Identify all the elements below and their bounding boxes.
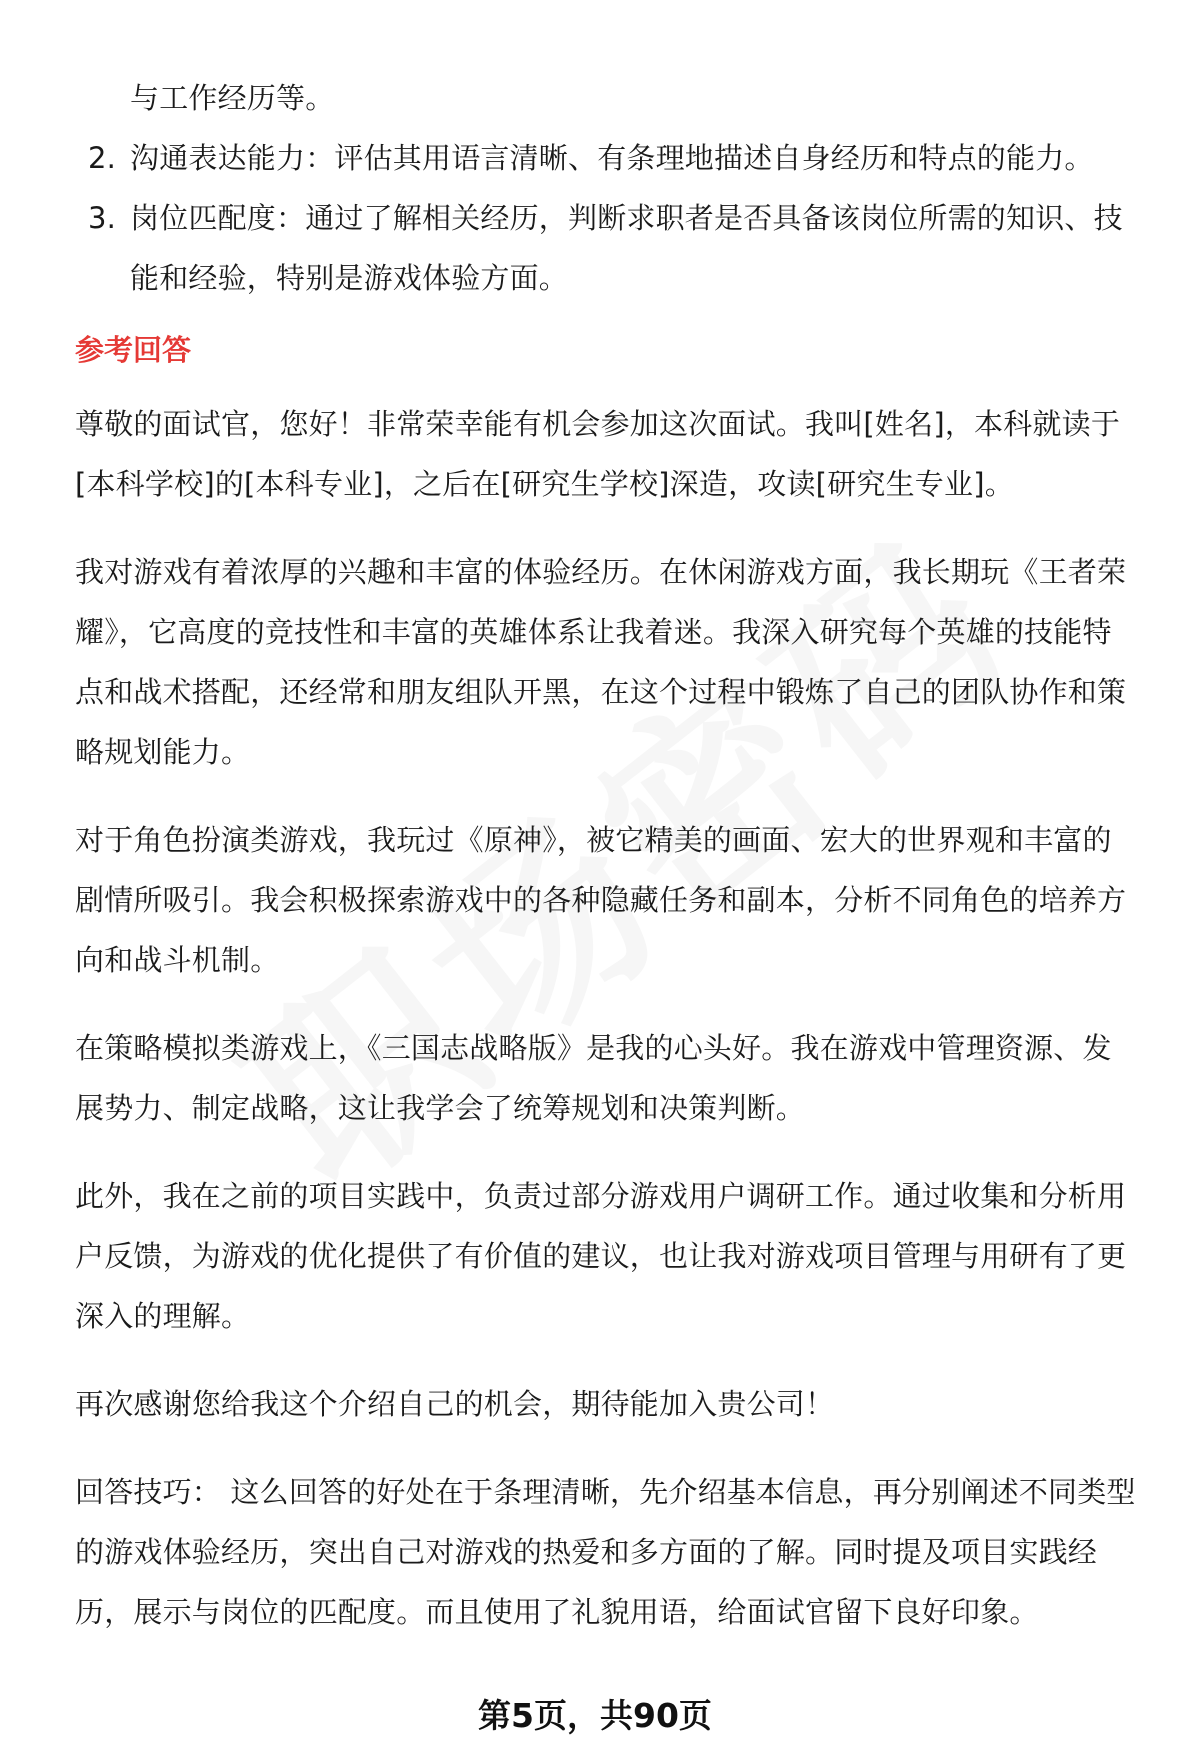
- paragraph-line: 对于角色扮演类游戏，我玩过《原神》，被它精美的画面、宏大的世界观和丰富的: [75, 823, 1112, 857]
- paragraph-line: 剧情所吸引。我会积极探索游戏中的各种隐藏任务和副本，分析不同角色的培养方: [75, 883, 1127, 917]
- list-item-number: 2.: [88, 141, 117, 175]
- paragraph: [75, 810, 1175, 990]
- paragraph-line: 再次感谢您给我这个介绍自己的机会，期待能加入贵公司！: [75, 1387, 835, 1421]
- paragraph-line: 我对游戏有着浓厚的兴趣和丰富的体验经历。在休闲游戏方面，我长期玩《王者荣: [75, 555, 1127, 589]
- paragraph-line: 此外，我在之前的项目实践中，负责过部分游戏用户调研工作。通过收集和分析用: [75, 1179, 1127, 1213]
- paragraph: [75, 542, 1175, 782]
- paragraph-line: 点和战术搭配，还经常和朋友组队开黑，在这个过程中锻炼了自己的团队协作和策: [75, 675, 1127, 709]
- paragraph-line: 尊敬的面试官，您好！非常荣幸能有机会参加这次面试。我叫[姓名]，本科就读于: [75, 407, 1121, 441]
- paragraph-line: 向和战斗机制。: [75, 943, 280, 977]
- paragraph-line: 略规划能力。: [75, 735, 251, 769]
- paragraph-line: 户反馈，为游戏的优化提供了有价值的建议，也让我对游戏项目管理与用研有了更: [75, 1239, 1127, 1273]
- paragraph-line: 回答技巧： 这么回答的好处在于条理清晰，先介绍基本信息，再分别阐述不同类型: [75, 1475, 1136, 1509]
- list-item: [75, 128, 1175, 188]
- list-item-number: 3.: [88, 201, 117, 235]
- page-footer: 第5页，共90页: [478, 1696, 712, 1735]
- list-item-text: 岗位匹配度：通过了解相关经历，判断求职者是否具备该岗位所需的知识、技: [130, 201, 1123, 235]
- numbered-list: [75, 128, 1175, 308]
- paragraph-line: [本科学校]的[本科专业]，之后在[研究生学校]深造，攻读[研究生专业]。: [75, 467, 1014, 501]
- section-title: 参考回答: [75, 333, 192, 367]
- paragraph: [75, 1166, 1175, 1346]
- paragraph-line: 在策略模拟类游戏上，《三国志战略版》是我的心头好。我在游戏中管理资源、发: [75, 1031, 1112, 1065]
- paragraph: [75, 1018, 1175, 1138]
- list-item-text: 能和经验，特别是游戏体验方面。: [130, 261, 569, 295]
- paragraph: [75, 394, 1175, 514]
- paragraph-line: 的游戏体验经历，突出自己对游戏的热爱和多方面的了解。同时提及项目实践经: [75, 1535, 1098, 1569]
- list-item-text: 沟通表达能力：评估其用语言清晰、有条理地描述自身经历和特点的能力。: [130, 141, 1094, 175]
- list-item: [75, 188, 1175, 308]
- paragraph-line: 历，展示与岗位的匹配度。而且使用了礼貌用语，给面试官留下良好印象。: [75, 1595, 1039, 1629]
- page-content: [75, 68, 1175, 1670]
- paragraph-answer-tips: [75, 1462, 1175, 1642]
- list-item-continuation: 与工作经历等。: [130, 81, 335, 115]
- paragraph: [75, 1374, 1175, 1434]
- paragraph-line: 展势力、制定战略，这让我学会了统筹规划和决策判断。: [75, 1091, 806, 1125]
- paragraph-line: 深入的理解。: [75, 1299, 251, 1333]
- paragraph-line: 耀》，它高度的竞技性和丰富的英雄体系让我着迷。我深入研究每个英雄的技能特: [75, 615, 1112, 649]
